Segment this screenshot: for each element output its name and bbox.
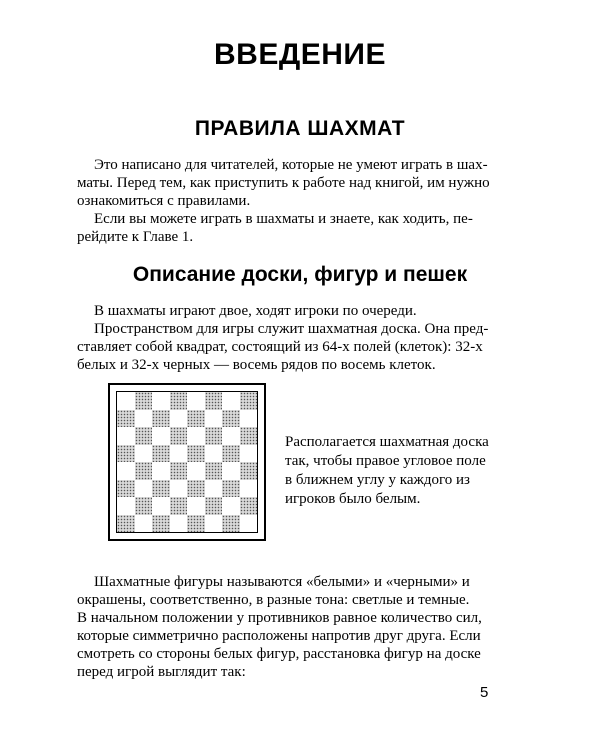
pieces-text-line: перед игрой выглядит так: [77, 664, 246, 680]
light-square [240, 410, 258, 428]
dark-square [170, 497, 188, 515]
dark-square [205, 392, 223, 410]
light-square [170, 515, 188, 533]
light-square [152, 392, 170, 410]
light-square [187, 497, 205, 515]
dark-square [152, 445, 170, 463]
light-square [240, 445, 258, 463]
intro-line: Это написано для читателей, которые не умеют играть в шах- [94, 157, 488, 173]
dark-square [187, 515, 205, 533]
light-square [135, 515, 153, 533]
light-square [135, 445, 153, 463]
dark-square [205, 497, 223, 515]
dark-square [117, 410, 135, 428]
light-square [205, 445, 223, 463]
dark-square [170, 427, 188, 445]
dark-square [240, 462, 258, 480]
dark-square [240, 392, 258, 410]
dark-square [135, 497, 153, 515]
light-square [187, 392, 205, 410]
light-square [170, 480, 188, 498]
light-square [152, 427, 170, 445]
light-square [187, 462, 205, 480]
light-square [117, 462, 135, 480]
dark-square [222, 410, 240, 428]
dark-square [187, 445, 205, 463]
subsection-title: Описание доски, фигур и пешек [132, 263, 468, 286]
dark-square [205, 462, 223, 480]
light-square [222, 392, 240, 410]
pieces-text-line: смотреть со стороны белых фигур, расстановка фигур на доске [77, 646, 481, 662]
dark-square [187, 480, 205, 498]
intro-line: ознакомиться с правилами. [77, 193, 251, 209]
light-square [152, 462, 170, 480]
dark-square [222, 445, 240, 463]
light-square [117, 392, 135, 410]
section-title: ПРАВИЛА ШАХМАТ [194, 117, 406, 140]
dark-square [152, 480, 170, 498]
light-square [222, 497, 240, 515]
light-square [205, 480, 223, 498]
intro-line: Если вы можете играть в шахматы и знаете, как ходить, пе- [94, 211, 473, 227]
pieces-text-line: Шахматные фигуры называются «белыми» и «черными» и [94, 574, 470, 590]
light-square [170, 410, 188, 428]
pieces-text-line: В начальном положении у противников равное количество сил, [77, 610, 482, 626]
light-square [170, 445, 188, 463]
dark-square [117, 515, 135, 533]
pieces-text-line: окрашены, соответственно, в разные тона: светлые и темные. [77, 592, 470, 608]
light-square [187, 427, 205, 445]
light-square [205, 410, 223, 428]
dark-square [135, 462, 153, 480]
dark-square [117, 480, 135, 498]
light-square [222, 427, 240, 445]
board-text-line: В шахматы играют двое, ходят игроки по очереди. [94, 303, 417, 319]
chessboard-grid [116, 391, 258, 533]
chessboard-figure [108, 383, 266, 541]
dark-square [222, 480, 240, 498]
dark-square [170, 462, 188, 480]
light-square [205, 515, 223, 533]
intro-line: маты. Перед тем, как приступить к работе над книгой, им нужно [77, 175, 490, 191]
pieces-text-line: которые симметрично расположены напротив друг друга. Если [77, 628, 481, 644]
dark-square [117, 445, 135, 463]
light-square [222, 462, 240, 480]
light-square [240, 480, 258, 498]
light-square [152, 497, 170, 515]
light-square [117, 497, 135, 515]
dark-square [152, 410, 170, 428]
page-number: 5 [480, 684, 489, 701]
light-square [240, 515, 258, 533]
light-square [135, 480, 153, 498]
dark-square [240, 497, 258, 515]
board-text-line: Пространством для игры служит шахматная доска. Она пред- [94, 321, 489, 337]
dark-square [135, 392, 153, 410]
dark-square [187, 410, 205, 428]
board-text-line: ставляет собой квадрат, состоящий из 64-х полей (клеток): 32-х [77, 339, 483, 355]
chapter-heading: ВВЕДЕНИЕ [214, 38, 386, 71]
dark-square [135, 427, 153, 445]
dark-square [222, 515, 240, 533]
dark-square [170, 392, 188, 410]
dark-square [205, 427, 223, 445]
light-square [135, 410, 153, 428]
dark-square [152, 515, 170, 533]
dark-square [240, 427, 258, 445]
light-square [117, 427, 135, 445]
intro-line: рейдите к Главе 1. [77, 229, 194, 245]
board-caption: Располагается шахматная доска так, чтобы правое угловое поле в ближнем углу у каждого из игроков было белым. [285, 434, 489, 507]
board-text-line: белых и 32-х черных — восемь рядов по восемь клеток. [77, 357, 436, 373]
